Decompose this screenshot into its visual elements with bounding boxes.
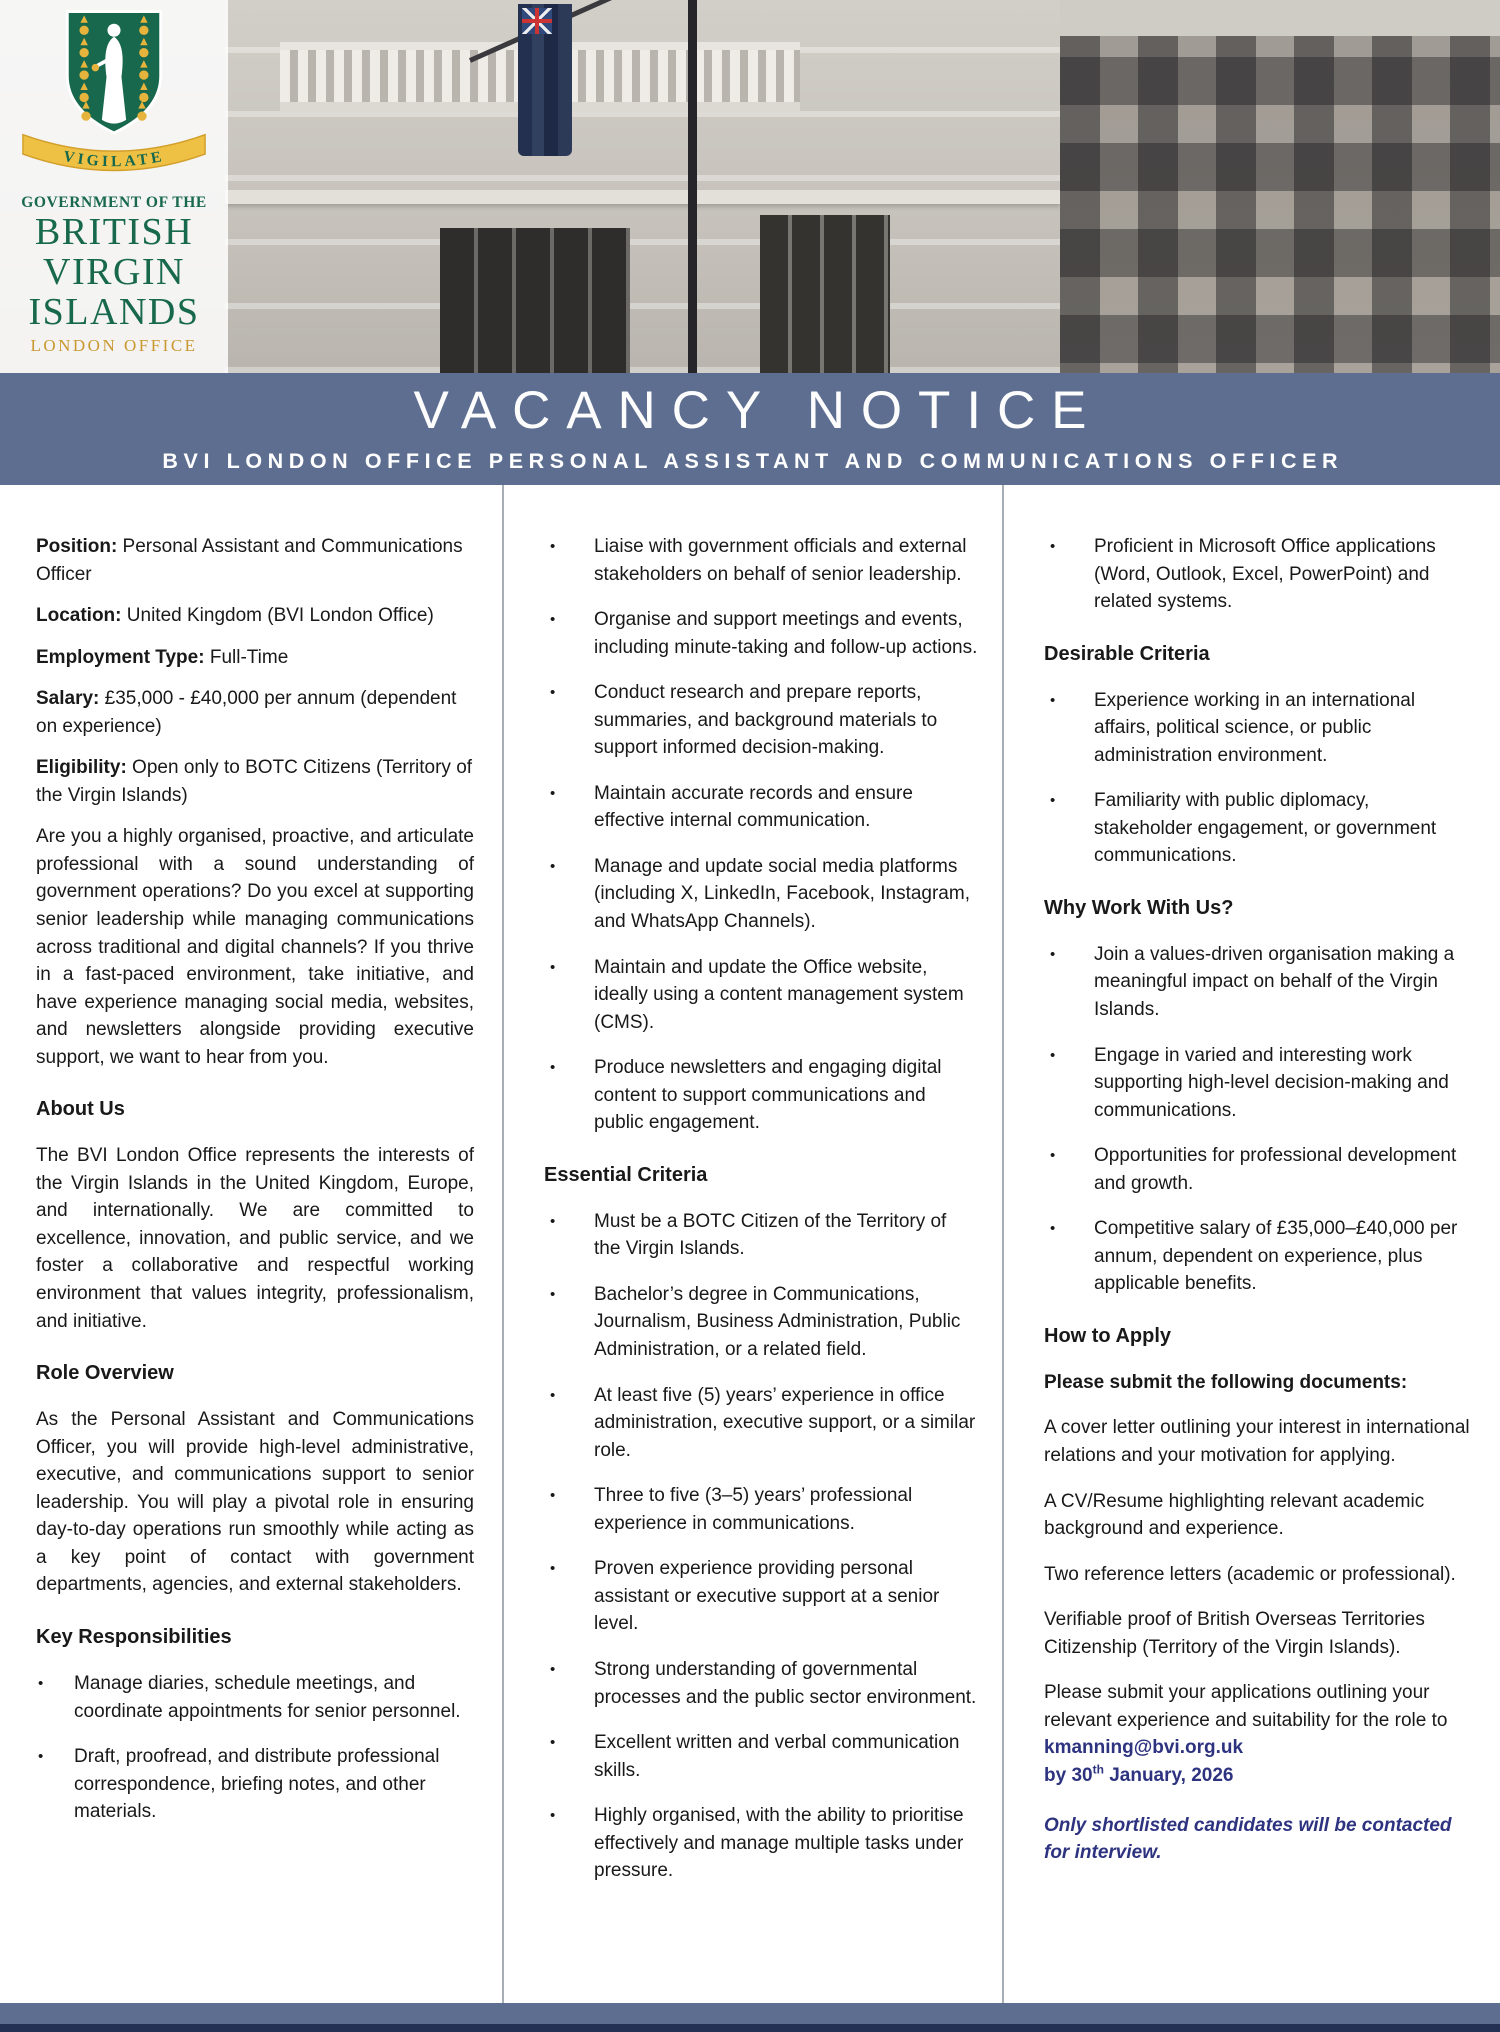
list-item-text: Manage and update social media platforms (including X, LinkedIn, Facebook, Instagram, and WhatsApp Channels).	[594, 855, 970, 933]
list-item-text: Engage in varied and interesting work supporting high-level decision-making and communications.	[1094, 1044, 1449, 1121]
list-item	[544, 1802, 978, 1885]
vigilate-scroll	[16, 125, 212, 187]
salary-label: Salary:	[36, 688, 100, 710]
footer-band	[0, 2003, 1500, 2024]
position-value: Personal Assistant and Communications Officer	[36, 536, 463, 585]
about-us-heading: About Us	[36, 1098, 125, 1121]
application-instructions-text: Please submit your applications outlining your relevant experience and suitability for the role to	[1044, 1682, 1448, 1731]
list-item-text: Experience working in an international affairs, political science, or public administration environment.	[1094, 689, 1416, 766]
eligibility-field	[36, 754, 474, 809]
list-item	[544, 780, 978, 835]
list-item-text: Liaise with government officials and external stakeholders on behalf of senior leadership.	[594, 536, 967, 585]
employment-type-value: Full-Time	[204, 646, 289, 668]
banner-title: VACANCY NOTICE	[413, 381, 1103, 440]
list-item-text: Excellent written and verbal communication skills.	[594, 1732, 960, 1781]
list-item	[544, 954, 978, 1037]
document-cv: A CV/Resume highlighting relevant academic background and experience.	[1044, 1490, 1425, 1540]
salary-field	[36, 685, 474, 740]
about-us-paragraph: The BVI London Office represents the interests of the Virgin Islands in the United Kingdom, Europe, and internationally. We are committed to excellence, innovation, and public service, and we foster a collaborative and respectful working environment that values integrity, professionalism, and initiative.	[36, 1145, 474, 1332]
list-item-text: Conduct research and prepare reports, summaries, and background materials to support informed decision-making.	[594, 682, 938, 759]
list-item	[544, 679, 978, 762]
submit-documents-lead-text: Please submit the following documents:	[1044, 1371, 1408, 1393]
list-item	[544, 1482, 978, 1537]
list-item	[1044, 1215, 1470, 1298]
footer-accent-line	[0, 2024, 1500, 2032]
list-item-text: Bachelor’s degree in Communications, Journalism, Business Administration, Public Administration, or a related field.	[594, 1283, 961, 1361]
how-to-apply-heading: How to Apply	[1044, 1324, 1172, 1347]
list-item-text: Manage diaries, schedule meetings, and coordinate appointments for senior personnel.	[74, 1672, 461, 1722]
bullet-icon: •	[1050, 1046, 1056, 1064]
vacancy-banner	[0, 373, 1500, 485]
bullet-icon: •	[550, 1386, 556, 1404]
employment-type-field	[36, 644, 474, 672]
apply-email-link[interactable]: kmanning@bvi.org.uk	[1044, 1737, 1244, 1759]
list-item-text: Competitive salary of £35,000–£40,000 per annum, dependent on experience, plus applicable benefits.	[1094, 1218, 1458, 1295]
list-item-text: Must be a BOTC Citizen of the Territory of the Virgin Islands.	[594, 1210, 947, 1260]
bullet-icon: •	[550, 611, 556, 629]
list-item	[1044, 1142, 1470, 1197]
bullet-icon: •	[38, 1674, 44, 1692]
bullet-icon: •	[38, 1748, 44, 1766]
list-item-text: Maintain and update the Office website, ideally using a content management system (CMS).	[594, 956, 964, 1033]
list-item	[1044, 787, 1470, 870]
position-label: Position:	[36, 536, 118, 557]
logo-motto: VIGILATE	[61, 147, 167, 171]
bullet-icon: •	[1050, 1147, 1056, 1165]
logo-office-line: LONDON OFFICE	[30, 336, 198, 355]
building-windows	[760, 215, 890, 373]
bullet-icon: •	[550, 1059, 556, 1077]
list-item	[544, 1281, 978, 1364]
list-item-text: Highly organised, with the ability to prioritise effectively and manage multiple tasks under pressure.	[594, 1805, 964, 1882]
apply-deadline-ordinal: th	[1092, 1762, 1104, 1777]
column-2	[502, 485, 1002, 2003]
union-jack-canton	[522, 8, 552, 34]
position-field	[36, 533, 474, 588]
list-item	[36, 1670, 474, 1725]
adjacent-building	[1060, 0, 1500, 373]
list-item-text: Draft, proofread, and distribute professional correspondence, briefing notes, and other materials.	[74, 1746, 440, 1823]
key-responsibilities-heading: Key Responsibilities	[36, 1625, 232, 1648]
bullet-icon: •	[550, 1807, 556, 1825]
application-instructions	[1044, 1679, 1470, 1790]
essential-criteria-heading: Essential Criteria	[544, 1163, 708, 1186]
bullet-icon: •	[1050, 792, 1056, 810]
bullet-icon: •	[550, 684, 556, 702]
logo-name-line1: BRITISH	[34, 211, 194, 253]
bullet-icon: •	[550, 1560, 556, 1578]
list-item	[544, 853, 978, 936]
body-columns	[0, 485, 1500, 2003]
bullet-icon: •	[550, 958, 556, 976]
location-value: United Kingdom (BVI London Office)	[121, 605, 434, 627]
list-item	[1044, 687, 1470, 770]
bullet-icon: •	[550, 1734, 556, 1752]
employment-type-label: Employment Type:	[36, 646, 205, 668]
list-item	[1044, 1042, 1470, 1125]
list-item-text: Opportunities for professional development and growth.	[1094, 1145, 1457, 1194]
document-cover-letter: A cover letter outlining your interest in international relations and your motivation for applying.	[1044, 1417, 1470, 1467]
banner-subtitle: BVI LONDON OFFICE PERSONAL ASSISTANT AND COMMUNICATIONS OFFICER	[162, 449, 1344, 473]
bullet-icon: •	[550, 1487, 556, 1505]
bullet-icon: •	[550, 1285, 556, 1303]
list-item-text: Join a values-driven organisation making a meaningful impact on behalf of the Virgin Islands.	[1094, 943, 1455, 1021]
list-item-text: Maintain accurate records and ensure effective internal communication.	[594, 782, 913, 832]
logo-name-line2: VIRGIN	[43, 251, 185, 293]
document-references: Two reference letters (academic or professional).	[1044, 1563, 1456, 1585]
salary-value: £35,000 - £40,000 per annum (dependent on experience)	[36, 688, 457, 737]
intro-paragraph: Are you a highly organised, proactive, and articulate professional with a sound understanding of government operations? Do you excel at supporting senior leadership while managing communications across traditional and digital channels? If you thrive in a fast-paced environment, take initiative, and have experience managing social media, websites, and newsletters alongside providing executive support, we want to hear from you.	[36, 826, 474, 1068]
role-overview-paragraph: As the Personal Assistant and Communications Officer, you will provide high-level administrative, executive, and communications support to senior leadership. You will play a pivotal role in ensuring day-to-day operations run smoothly while acting as a key point of contact with government departments, agencies, and external stakeholders.	[36, 1409, 474, 1596]
list-item	[544, 1382, 978, 1465]
list-item-text: Familiarity with public diplomacy, stakeholder engagement, or government communications.	[1094, 790, 1437, 867]
list-item	[544, 1208, 978, 1263]
desirable-criteria-heading: Desirable Criteria	[1044, 642, 1210, 665]
bvi-flag-icon	[518, 4, 572, 156]
logo-government-line: GOVERNMENT OF THE	[21, 194, 207, 211]
list-item	[36, 1743, 474, 1826]
bullet-icon: •	[550, 1212, 556, 1230]
location-field	[36, 602, 474, 630]
why-work-with-us-heading: Why Work With Us?	[1044, 896, 1234, 919]
bullet-icon: •	[550, 784, 556, 802]
bullet-icon: •	[550, 538, 556, 555]
apply-deadline-day: by 30	[1044, 1765, 1093, 1787]
list-item	[1044, 941, 1470, 1024]
list-item-text: Three to five (3–5) years’ professional experience in communications.	[594, 1485, 913, 1534]
logo-name-line3: ISLANDS	[28, 291, 200, 333]
list-item	[544, 1729, 978, 1784]
list-item-text: Produce newsletters and engaging digital content to support communications and public engagement.	[594, 1057, 942, 1134]
bullet-icon: •	[1050, 538, 1056, 555]
list-item-text: At least five (5) years’ experience in office administration, executive support, or a similar role.	[594, 1384, 976, 1461]
building-ledge	[225, 190, 1060, 204]
list-item-text: Proven experience providing personal assistant or executive support at a senior level.	[594, 1558, 940, 1635]
bullet-icon: •	[1050, 945, 1056, 963]
eligibility-value: Open only to BOTC Citizens (Territory of the Virgin Islands)	[36, 757, 473, 806]
role-overview-heading: Role Overview	[36, 1362, 174, 1385]
lamppost	[688, 0, 697, 373]
submit-documents-lead	[1044, 1369, 1470, 1397]
column-1	[0, 485, 502, 2003]
shortlist-notice: Only shortlisted candidates will be contacted for interview.	[1044, 1814, 1452, 1864]
list-item	[544, 1555, 978, 1638]
apply-deadline-rest: January, 2026	[1103, 1765, 1234, 1787]
bullet-icon: •	[550, 857, 556, 875]
building-windows	[440, 228, 630, 373]
list-item-text: Proficient in Microsoft Office applications (Word, Outlook, Excel, PowerPoint) and related systems.	[1094, 536, 1436, 613]
list-item	[544, 606, 978, 661]
document-citizenship-proof: Verifiable proof of British Overseas Territories Citizenship (Territory of the Virgin Islands).	[1044, 1609, 1425, 1658]
bullet-icon: •	[1050, 691, 1056, 709]
location-label: Location:	[36, 605, 122, 627]
apply-deadline	[1044, 1762, 1234, 1787]
bullet-icon: •	[1050, 1220, 1056, 1238]
header-photo	[0, 0, 1500, 373]
bullet-icon: •	[550, 1660, 556, 1678]
list-item-text: Strong understanding of governmental processes and the public sector environment.	[594, 1658, 977, 1708]
column-3	[1002, 485, 1500, 2003]
list-item	[544, 533, 978, 588]
list-item-text: Organise and support meetings and events, including minute-taking and follow-up actions.	[594, 609, 978, 658]
list-item	[1044, 533, 1470, 616]
list-item	[544, 1656, 978, 1711]
eligibility-label: Eligibility:	[36, 757, 127, 779]
bvi-government-logo	[0, 0, 228, 373]
adjacent-building-roofline	[1060, 0, 1500, 36]
list-item	[544, 1054, 978, 1137]
